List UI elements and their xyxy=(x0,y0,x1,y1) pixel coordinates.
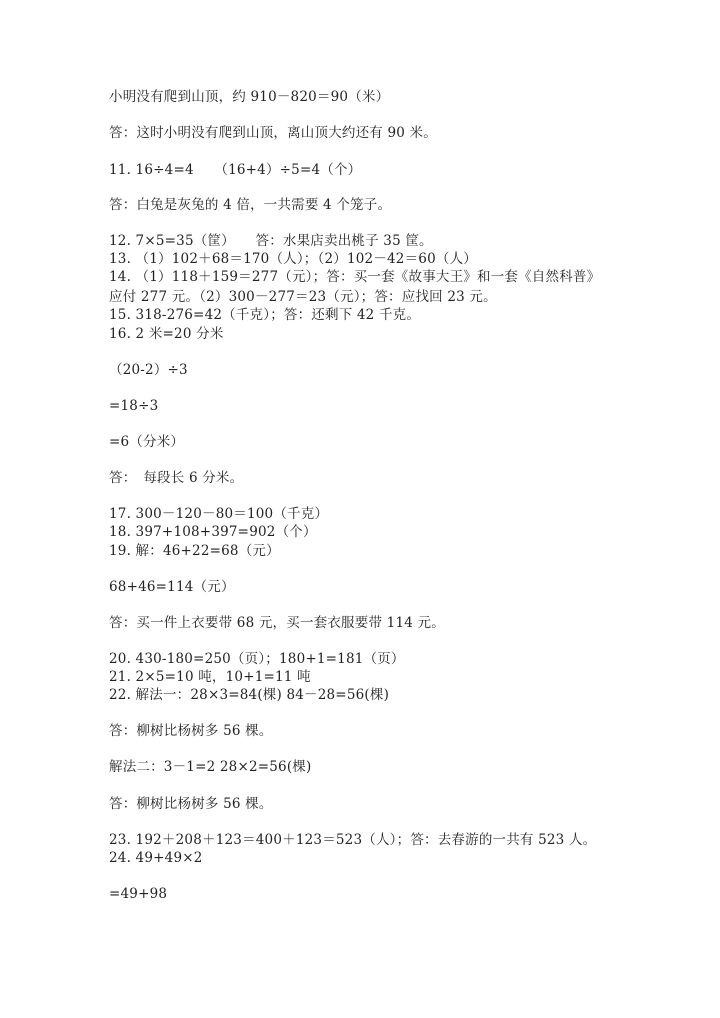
answer-line-19: 答：买一件上衣要带 68 元，买一套衣服要带 114 元。 xyxy=(109,615,445,631)
answer-line-22a: 答：柳树比杨树多 56 棵。 xyxy=(109,723,273,739)
problem-15-line: 15. 318-276=42（千克）；答：还剩下 42 千克。 xyxy=(109,307,421,323)
problem-18-line: 18. 397+108+397=902（个） xyxy=(109,524,317,540)
answer-line-16: 答： 每段长 6 分米。 xyxy=(109,470,244,486)
problem-19-line: 19. 解：46+22=68（元） xyxy=(109,543,280,559)
problem-24-line: 24. 49+49×2 xyxy=(109,850,203,866)
answer-line-1: 答：这时小明没有爬到山顶，离山顶大约还有 90 米。 xyxy=(109,125,437,141)
problem-21-line: 21. 2×5=10 吨，10+1=11 吨 xyxy=(109,669,311,685)
problem-17-line: 17. 300－120－80＝100（千克） xyxy=(109,506,329,522)
problem-20-line: 20. 430-180=250（页）；180+1=181（页） xyxy=(109,651,405,667)
problem-11-line: 11. 16÷4=4 （16+4）÷5=4（个） xyxy=(109,162,362,178)
problem-23-line: 23. 192＋208＋123＝400＋123＝523（人）；答：去春游的一共有 523 人。 xyxy=(109,832,597,848)
problem-22-line: 22. 解法一：28×3=84(棵) 84－28=56(棵) xyxy=(109,687,390,703)
problem-16-line: 16. 2 米=20 分米 xyxy=(109,326,224,342)
calc-step-line: （20-2）÷3 xyxy=(109,362,188,378)
answer-line-22b: 答：柳树比杨树多 56 棵。 xyxy=(109,796,273,812)
calc-step-line: =18÷3 xyxy=(109,398,159,414)
method-two-line: 解法二：3－1=2 28×2=56(棵) xyxy=(109,759,312,775)
problem-14-line: 14. （1）118＋159＝277（元）；答：买一套《故事大王》和一套《自然科普》 xyxy=(109,269,601,285)
problem-12-line: 12. 7×5=35（筐） 答：水果店卖出桃子 35 筐。 xyxy=(109,233,433,249)
text-line-1: 小明没有爬到山顶，约 910－820＝90（米） xyxy=(109,89,390,105)
answer-line-11: 答：白兔是灰兔的 4 倍，一共需要 4 个笼子。 xyxy=(109,197,392,213)
calc-step-line: =49+98 xyxy=(109,886,168,902)
calc-step-line: =6（分米） xyxy=(109,434,185,450)
problem-14-continued: 应付 277 元。（2）300－277＝23（元）；答：应找回 23 元。 xyxy=(109,289,497,305)
problem-13-line: 13. （1）102＋68＝170（人）；（2）102－42＝60（人） xyxy=(109,251,477,267)
calc-step-line: 68+46=114（元） xyxy=(109,579,235,595)
